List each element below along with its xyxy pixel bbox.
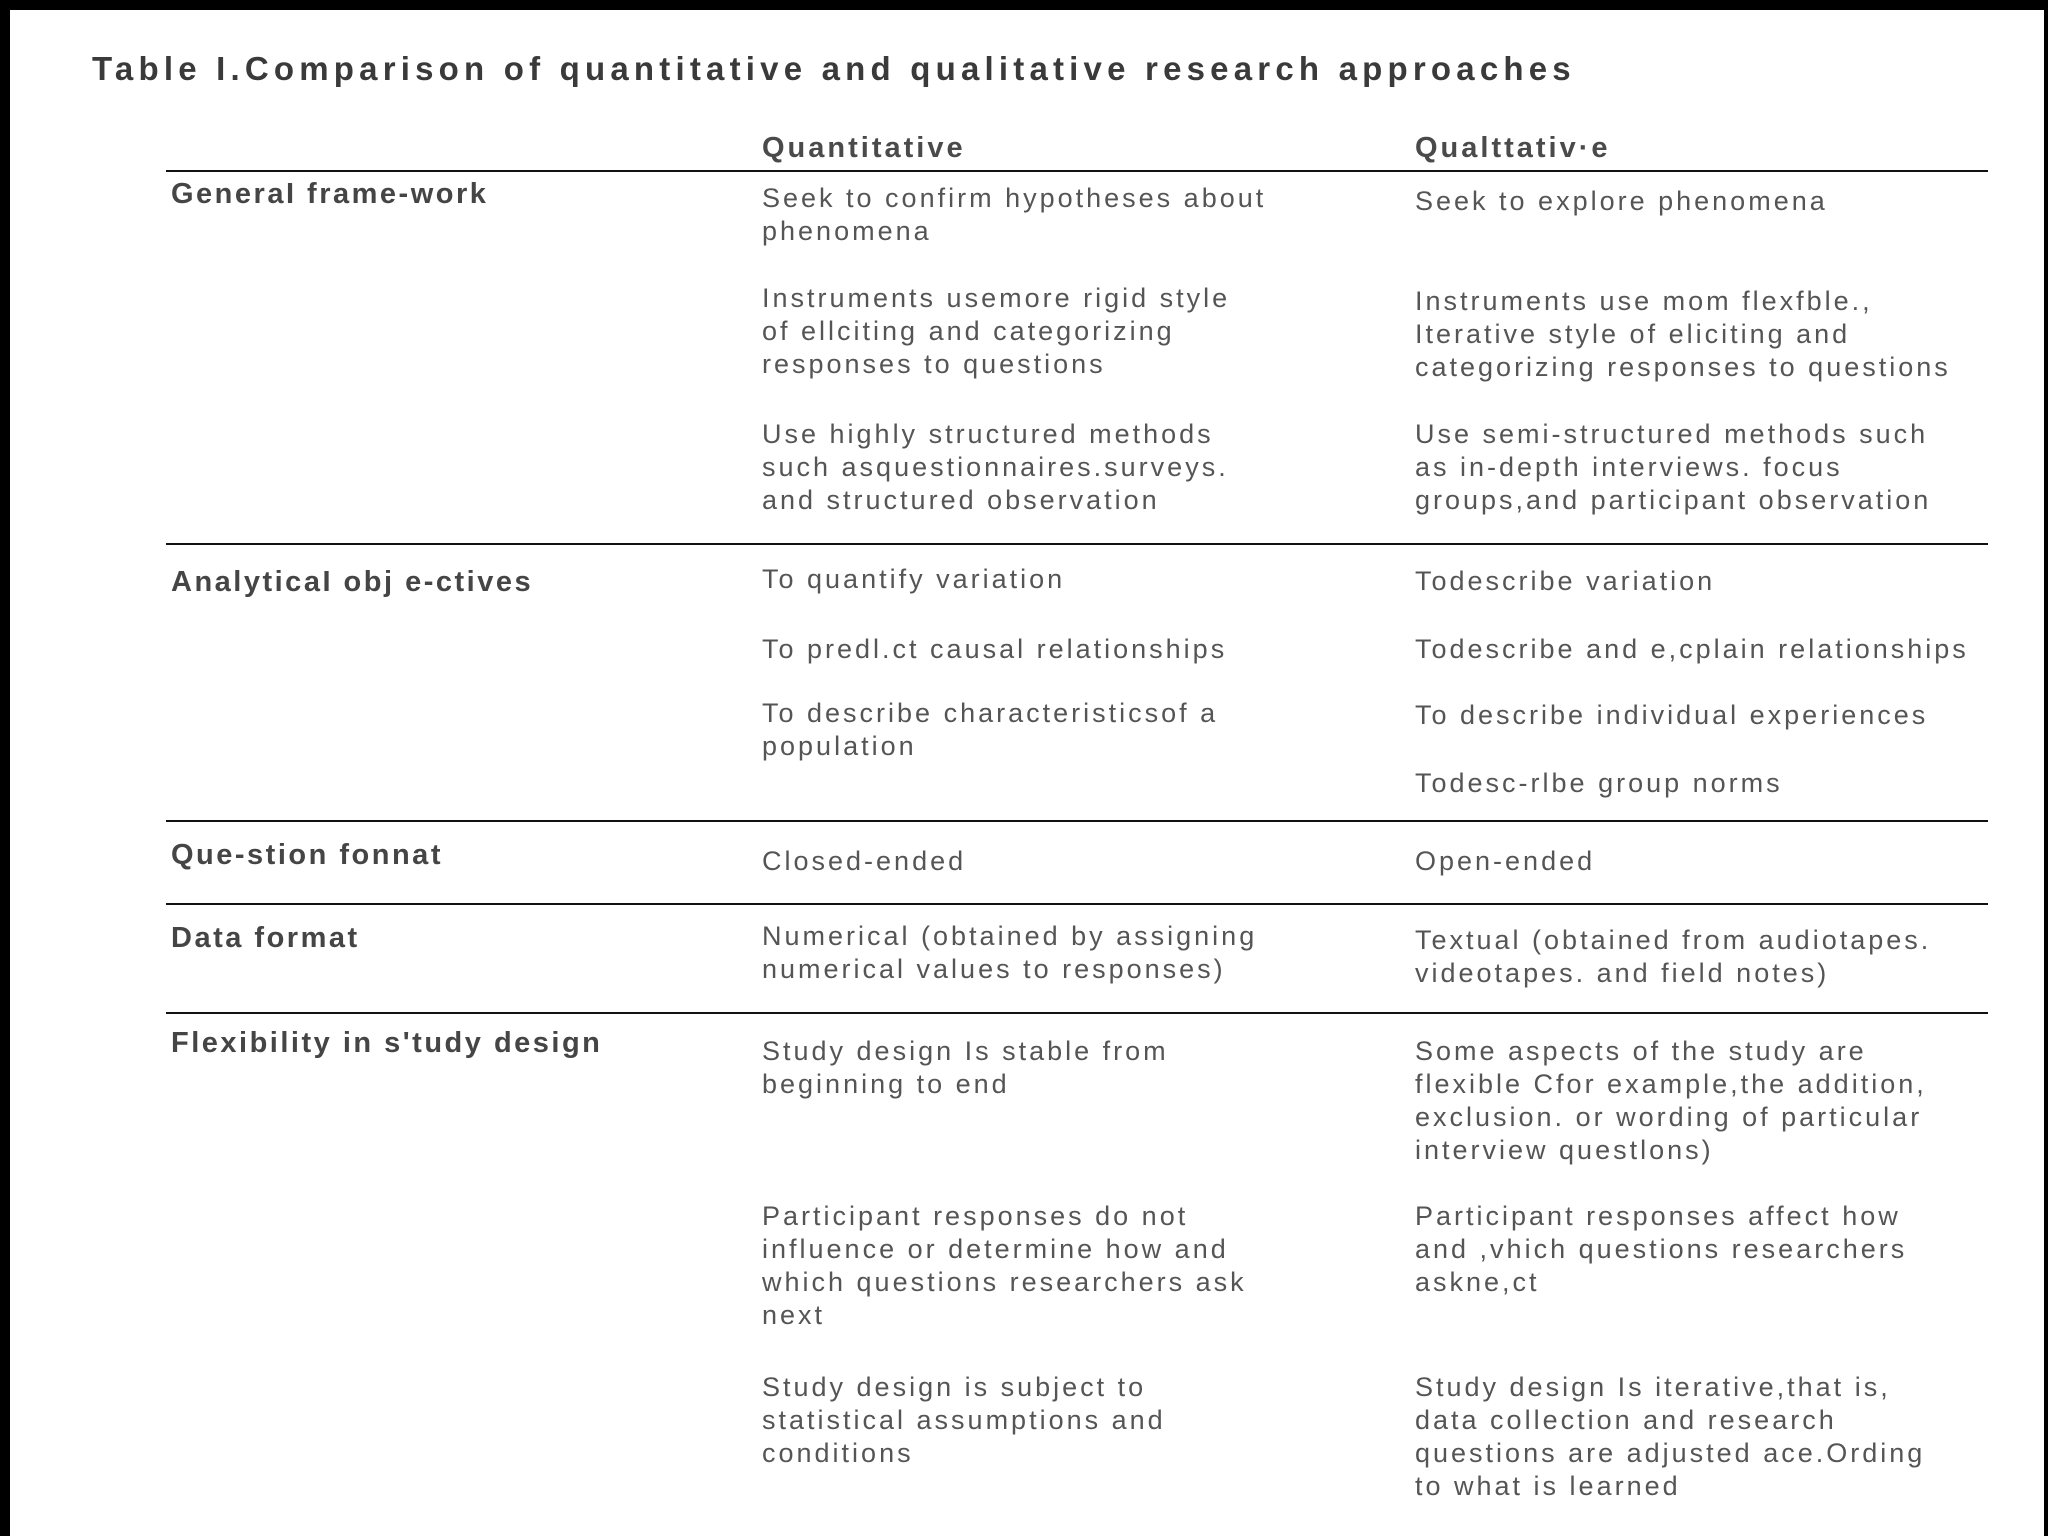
row-label-question-format: Que-stion fonnat: [171, 839, 443, 871]
row-divider: [166, 1012, 1988, 1014]
qualitative-cell: Todesc-rlbe group norms: [1415, 768, 1783, 798]
quantitative-cell: Closed-ended: [762, 846, 967, 876]
quantitative-cell: Participant responses do not influence or determine how and which questions researchers ask next: [762, 1201, 1247, 1330]
row-label-flexibility: Flexibility in s'tudy design: [171, 1027, 603, 1059]
qualitative-cell: Study design Is iterative,that is, data collection and research questions are adjusted ace.Ording to what is learned: [1415, 1372, 1926, 1501]
row-divider: [166, 820, 1988, 822]
qualitative-cell: Participant responses affect how and ,vhich questions researchers askne,ct: [1415, 1201, 1908, 1297]
row-label-general-framework: GeneraI frame-work: [171, 178, 489, 210]
row-divider: [166, 903, 1988, 905]
quantitative-cell: Use highly structured methods such asquestionnaires.surveys. and structured observation: [762, 419, 1229, 515]
quantitative-cell: Numerical (obtained by assigning numerical values to responses): [762, 921, 1258, 984]
quantitative-cell: Study design Is stable from beginning to end: [762, 1036, 1169, 1099]
qualitative-cell: Textual (obtained from audiotapes. videotapes. and field notes): [1415, 925, 1932, 988]
qualitative-cell: Open-ended: [1415, 846, 1596, 876]
quantitative-cell: Study design is subject to statistical assumptions and conditions: [762, 1372, 1166, 1468]
quantitative-cell: To describe characteristicsof a population: [762, 698, 1219, 761]
qualitative-cell: To describe individual experiences: [1415, 700, 1929, 730]
quantitative-cell: Instruments usemore rigid style of ellciting and categorizing responses to questions: [762, 283, 1231, 379]
qualitative-cell: Seek to explore phenomena: [1415, 186, 1828, 216]
column-header-quantitative: Quantitative: [762, 132, 966, 164]
row-divider: [166, 543, 1988, 545]
quantitative-cell: To predl.ct causal relationships: [762, 634, 1228, 664]
row-label-data-format: Data format: [171, 922, 360, 954]
qualitative-cell: Todescribe variation: [1415, 566, 1716, 596]
quantitative-cell: Seek to confirm hypotheses about phenomena: [762, 183, 1267, 246]
table-title: Table I.Comparison of quantitative and qualitative research approaches: [92, 50, 1576, 87]
qualitative-cell: Todescribe and e,cplain relationships: [1415, 634, 1969, 664]
qualitative-cell: Instruments use mom flexfble., Iterative style of eliciting and categorizing responses to questions: [1415, 286, 1951, 382]
qualitative-cell: Some aspects of the study are flexible Cfor example,the addition, exclusion. or wording of particular interview questlons): [1415, 1036, 1927, 1165]
column-header-qualitative: Qualttativ·e: [1415, 132, 1611, 164]
quantitative-cell: To quantify variation: [762, 564, 1066, 594]
header-rule: [166, 170, 1988, 172]
row-label-analytical-objectives: AnalyticaI obj e-ctives: [171, 566, 534, 598]
qualitative-cell: Use semi-structured methods such as in-depth interviews. focus groups,and participant observation: [1415, 419, 1932, 515]
